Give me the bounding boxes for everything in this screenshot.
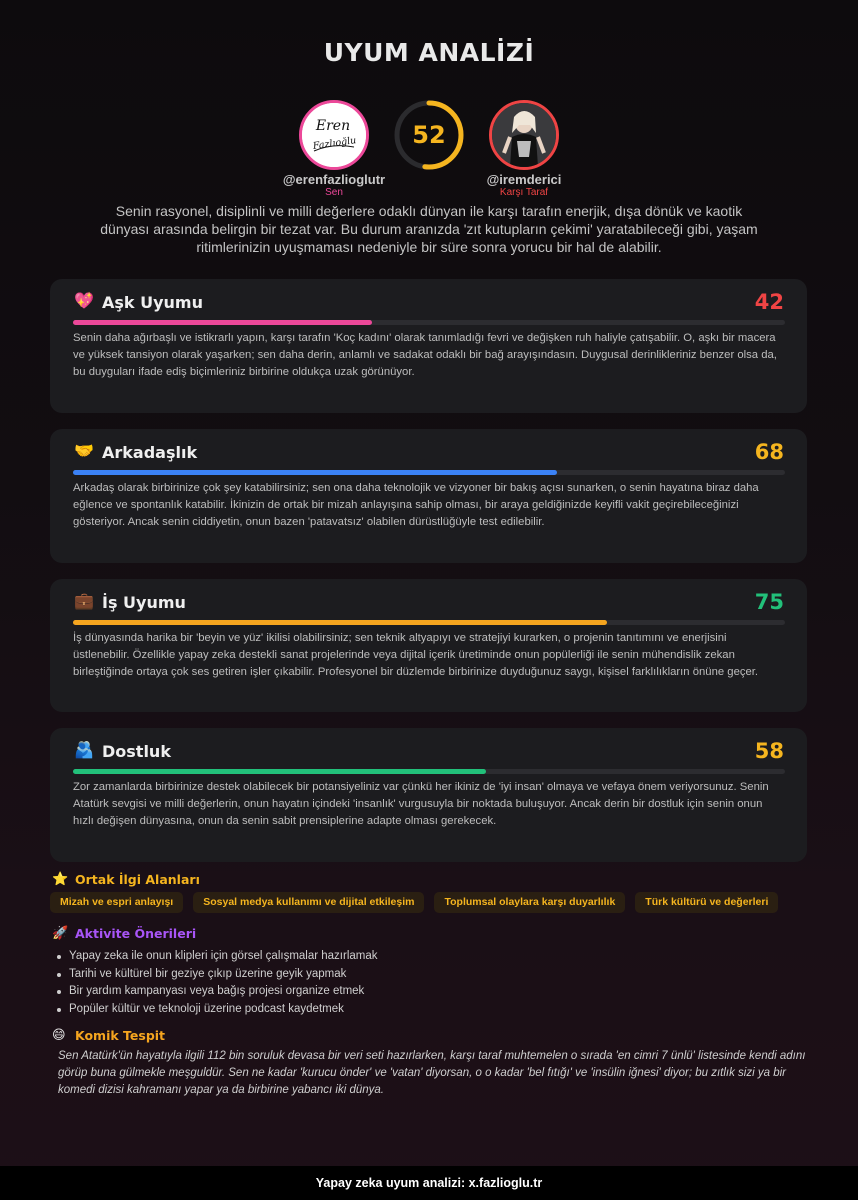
signature-logo-icon bbox=[302, 103, 366, 167]
my-profile bbox=[264, 100, 404, 198]
card-friendship bbox=[50, 429, 807, 563]
score-bar-fill bbox=[73, 470, 557, 475]
score-bar-fill bbox=[73, 320, 372, 325]
card-love-compatibility bbox=[50, 279, 807, 413]
other-role-label: Karşı Taraf bbox=[499, 187, 549, 198]
card-title: Aşk Uyumu bbox=[102, 292, 203, 312]
score-bar bbox=[73, 470, 785, 475]
score-bar-fill bbox=[73, 620, 607, 625]
card-description: Senin daha ağırbaşlı ve istikrarlı yapın, karşı tarafın 'Koç kadını' olarak tanımladığı fevri ve değişken ruh haliyle çatışabilir. O, aşkı bir macera ve yüksek tansiyon olarak yaşarken; sen daha derin, anlamlı ve sadakat odaklı bir bağ arayışındasın. Duygusal derinlikleriniz benzer olsa da, bu duyguları ifade ediş biçimleriniz birbirine oldukça uzak görünüyor. bbox=[73, 332, 777, 378]
interest-chip: Toplumsal olaylara karşı duyarlılık bbox=[434, 892, 625, 913]
funny-heading bbox=[52, 1028, 165, 1043]
page-title: UYUM ANALİZİ bbox=[323, 38, 535, 67]
card-companionship bbox=[50, 728, 807, 862]
interests-heading bbox=[52, 872, 200, 887]
other-avatar[interactable] bbox=[489, 100, 559, 170]
interest-chips bbox=[50, 892, 778, 913]
score-bar bbox=[73, 320, 785, 325]
summary-text: Senin rasyonel, disiplinli ve milli değerlere odaklı dünyan ile karşı tarafın enerjik, dışa dönük ve kaotik dünyası arasında belirgin bir tezat var. Bu durum aranızda 'zıt kutupların çekimi' yaratabileceği gibi, yaşam ritimlerinizin uyuşmaması nedeniyle bir süre sonra yorucu bir hal de alabilir. bbox=[100, 203, 758, 255]
star-icon: ⭐ bbox=[52, 872, 69, 887]
activities-title: Aktivite Önerileri bbox=[75, 926, 197, 941]
list-item: Popüler kültür ve teknoloji üzerine podcast kaydetmek bbox=[69, 1001, 378, 1019]
interest-chip: Türk kültürü ve değerleri bbox=[635, 892, 778, 913]
my-role-label: Sen bbox=[325, 187, 343, 198]
friendship-icon: 🫂 bbox=[74, 742, 94, 759]
svg-text:Fazlıoğlu: Fazlıoğlu bbox=[312, 135, 358, 153]
card-title: Dostluk bbox=[102, 741, 171, 761]
card-description: Zor zamanlarda birbirinize destek olabilecek bir potansiyeliniz var çünkü her ikiniz de 'iyi insan' olmaya ve vefaya önem veriyorsunuz. Senin Atatürk sevgisi ve milli değerlerin, onun hayatın içindeki 'insanlık' vurgusuyla bir noktada buluşuyor. Ancak derin bir dostluk için senin onun hızlı değişen dünyasına, onun da senin sabit prensiplerine adapte olması gerekecek. bbox=[73, 781, 769, 827]
card-score: 58 bbox=[754, 739, 784, 763]
interest-chip: Mizah ve espri anlayışı bbox=[50, 892, 183, 913]
laughing-face-icon: 😄 bbox=[52, 1028, 66, 1043]
score-bar bbox=[73, 620, 785, 625]
handshake-icon: 🤝 bbox=[74, 443, 94, 460]
card-title: Arkadaşlık bbox=[102, 442, 198, 462]
funny-text: Sen Atatürk'ün hayatıyla ilgili 112 bin soruluk devasa bir veri seti hazırlarken, karşı taraf muhtemelen o sırada 'en cimri 7 ünlü' listesinde kendi adını görüp buna gülmekle meşguldür. Sen ne kadar 'kurucu önder' ve 'vatan' diyorsan, o o kadar 'bel fıtığı' ve 'insülin iğnesi' diyor; bu zıtlık sizi ya bir komedi dizisi kahramanı yapar ya da birbirine yabancı iki dünya. bbox=[58, 1050, 806, 1096]
list-item: Tarihi ve kültürel bir geziye çıkıp üzerine geyik yapmak bbox=[69, 966, 378, 984]
card-description: İş dünyasında harika bir 'beyin ve yüz' ikilisi olabilirsiniz; sen teknik altyapıyı ve stratejiyi kurarken, o projenin tanıtımını ve enerjisini üstlenebilir. Özellikle yapay zeka destekli sanat projelerinde veya dijital içerik üretiminde onun popülerliği ile senin mühendislik zekan birleştiğinde ortaya çok ses getiren işler çıkabilir. Profesyonel bir düzlemde birbirinize duyduğunuz saygı, kişisel farklılıkların önüne geçer. bbox=[73, 632, 759, 678]
compatibility-score: 52 bbox=[412, 121, 446, 149]
briefcase-icon: 💼 bbox=[74, 593, 94, 610]
score-bar-fill bbox=[73, 769, 486, 774]
card-score: 75 bbox=[754, 590, 784, 614]
card-description: Arkadaş olarak birbirinize çok şey katabilirsiniz; sen ona daha teknolojik ve vizyoner bir bakış açısı sunarken, o senin hayatına biraz daha eğlence ve spontanlık katabilir. İkinizin de ortak bir mizah anlayışına sahip olması, bir araya geldiğinizde keyifli vakit geçirebileceğinizi gösteriyor. Ancak senin ciddiyetin, onun bazen 'patavatsız' olabilen dürüstlüğüyle test edilebilir. bbox=[73, 482, 759, 528]
list-item: Bir yardım kampanyası veya bağış projesi organize etmek bbox=[69, 983, 378, 1001]
card-work-compatibility bbox=[50, 579, 807, 712]
interest-chip: Sosyal medya kullanımı ve dijital etkileşim bbox=[193, 892, 424, 913]
interests-title: Ortak İlgi Alanları bbox=[75, 872, 200, 887]
my-avatar[interactable] bbox=[299, 100, 369, 170]
activities-heading bbox=[52, 926, 196, 941]
footer-credit[interactable]: Yapay zeka uyum analizi: x.fazlioglu.tr bbox=[0, 1166, 858, 1200]
card-title: İş Uyumu bbox=[102, 592, 186, 612]
score-bar bbox=[73, 769, 785, 774]
activity-list bbox=[69, 948, 378, 1018]
person-photo-icon bbox=[492, 103, 556, 167]
list-item: Yapay zeka ile onun klipleri için görsel çalışmalar hazırlamak bbox=[69, 948, 378, 966]
funny-title: Komik Tespit bbox=[75, 1028, 166, 1043]
heart-icon: 💖 bbox=[74, 293, 94, 310]
svg-text:Eren: Eren bbox=[315, 118, 351, 134]
other-handle[interactable]: @iremderici bbox=[486, 172, 562, 187]
card-score: 68 bbox=[754, 440, 784, 464]
rocket-icon: 🚀 bbox=[52, 926, 69, 941]
card-score: 42 bbox=[754, 290, 784, 314]
other-profile bbox=[454, 100, 594, 198]
my-handle[interactable]: @erenfazlioglutr bbox=[282, 172, 386, 187]
